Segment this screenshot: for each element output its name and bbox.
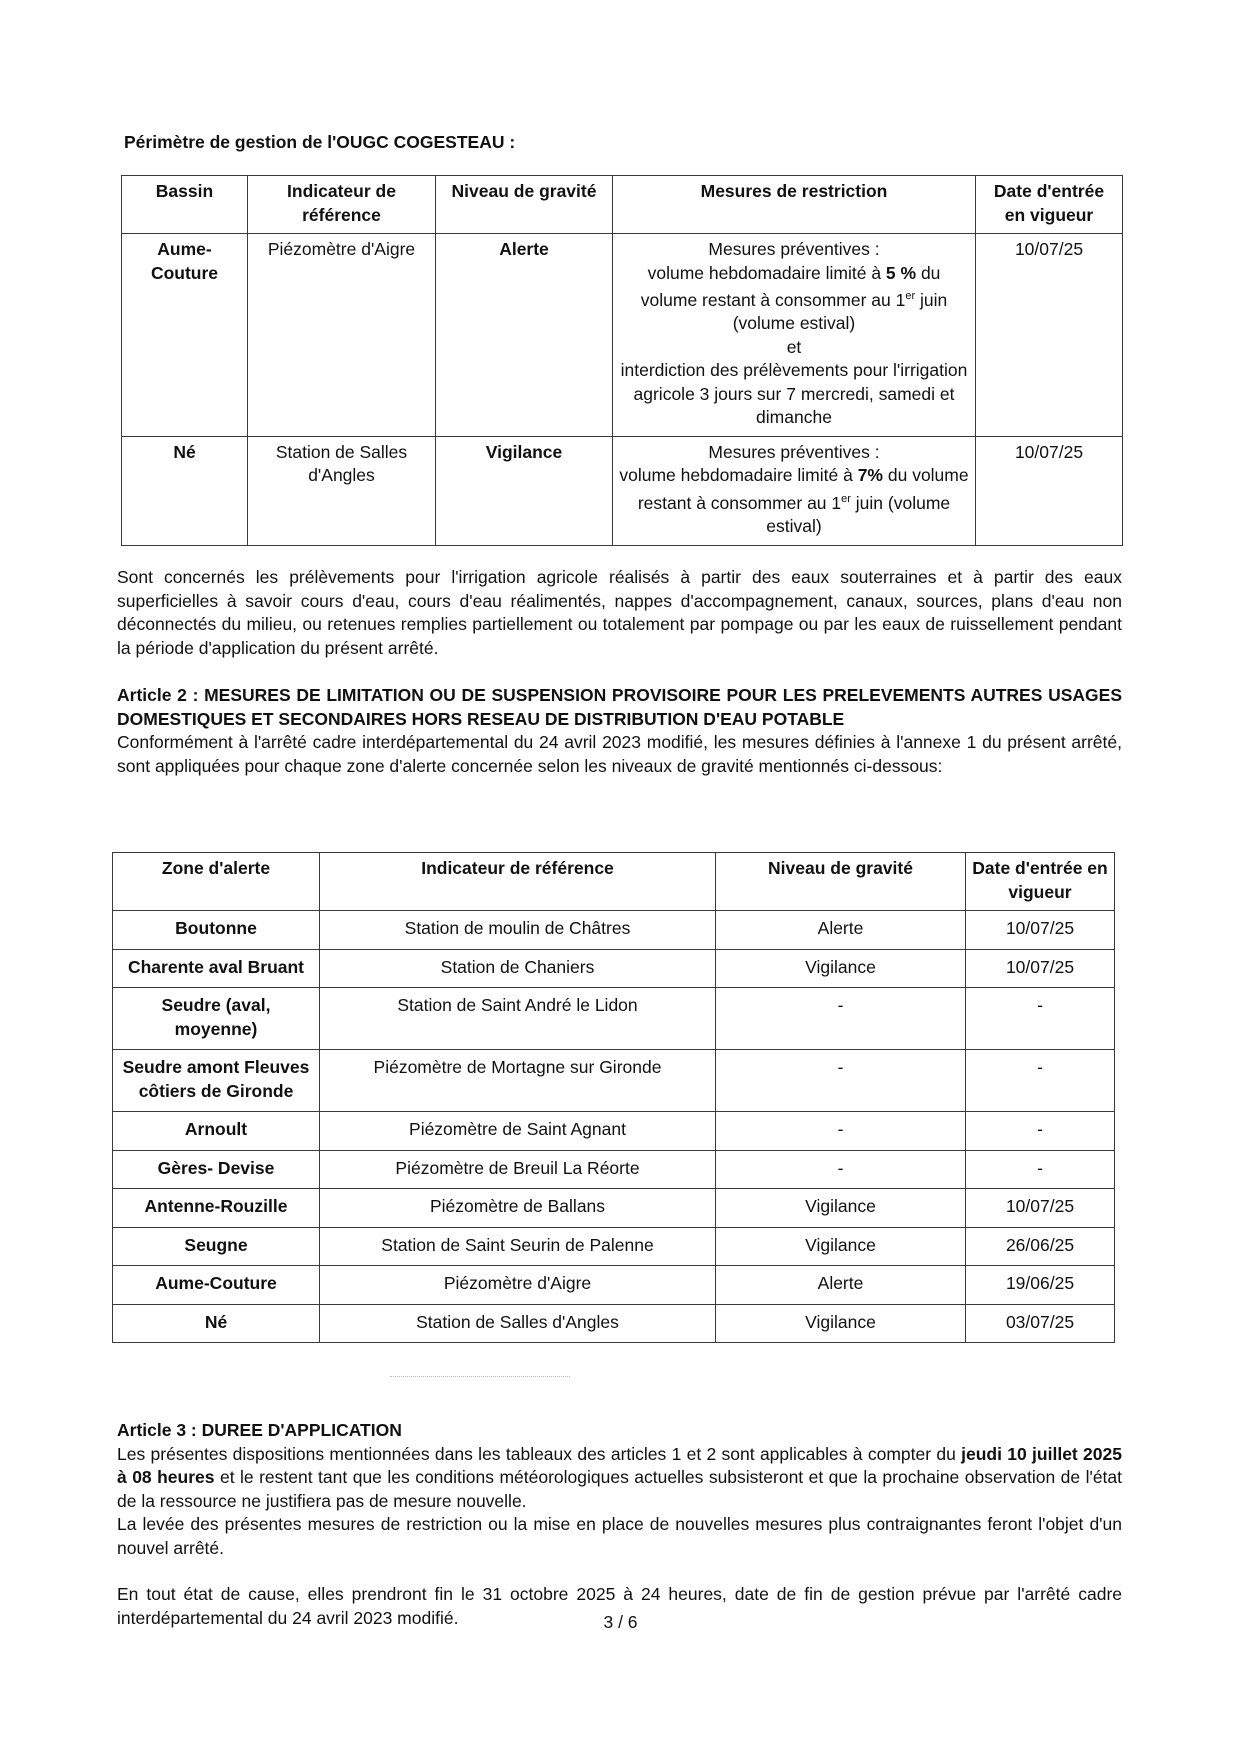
column-header: Date d'entrée en vigueur xyxy=(966,853,1115,911)
zone-cell: Seudre amont Fleuves côtiers de Gironde xyxy=(113,1050,320,1112)
table-row xyxy=(113,988,1115,1050)
zones-alerte-table xyxy=(112,852,1115,1343)
mesures-line: interdiction des prélèvements pour l'irrigation agricole 3 jours sur 7 mercredi, samedi et dimanche xyxy=(620,360,968,428)
column-header: Niveau de gravité xyxy=(436,176,613,234)
niveau-cell: Vigilance xyxy=(716,1189,966,1228)
mesures-text: du volume restant à consommer au 1 xyxy=(640,262,941,310)
article-3-p3: En tout état de cause, elles prendront fin le 31 octobre 2025 à 24 heures, date de fin de gestion prévue par l'arrêté cadre interdépartemental du 24 avril 2023 modifié. xyxy=(117,1584,1122,1628)
indicateur-cell: Station de moulin de Châtres xyxy=(320,911,716,950)
mesures-text: volume hebdomadaire limité à xyxy=(647,262,886,283)
mesures-line xyxy=(619,464,969,538)
table-header-row xyxy=(122,176,1123,234)
article-2-text: Conformément à l'arrêté cadre interdépartemental du 24 avril 2023 modifié, les mesures définies à l'annexe 1 du présent arrêté, sont appliquées pour chaque zone d'alerte concernée selon les niveaux de gravité mentionnés ci-dessous: xyxy=(117,732,1122,776)
mesures-text: du volume restant à consommer au 1 xyxy=(637,465,969,513)
date-cell: - xyxy=(966,1150,1115,1189)
date-cell: - xyxy=(966,1112,1115,1151)
article-3-text: et le restent tant que les conditions météorologiques actuelles subsisteront et que la prochaine observation de l'état de la ressource ne justifiera pas de mesure nouvelle. xyxy=(117,1467,1123,1511)
niveau-cell: Vigilance xyxy=(436,436,613,545)
niveau-cell: Vigilance xyxy=(716,1227,966,1266)
date-cell: 10/07/25 xyxy=(966,911,1115,950)
indicateur-cell: Piézomètre de Breuil La Réorte xyxy=(320,1150,716,1189)
table-row xyxy=(113,1304,1115,1343)
column-header: Bassin xyxy=(122,176,248,234)
spacer xyxy=(117,1560,1122,1583)
superscript: er xyxy=(841,492,851,505)
niveau-cell: Vigilance xyxy=(716,949,966,988)
zone-cell: Aume-Couture xyxy=(113,1266,320,1305)
column-header: Date d'entrée en vigueur xyxy=(976,176,1123,234)
zone-cell: Boutonne xyxy=(113,911,320,950)
scan-artifact xyxy=(390,1376,570,1381)
indicateur-cell: Piézomètre d'Aigre xyxy=(320,1266,716,1305)
zone-cell: Antenne-Rouzille xyxy=(113,1189,320,1228)
table-row xyxy=(113,1266,1115,1305)
article-3-p2: La levée des présentes mesures de restriction ou la mise en place de nouvelles mesures plus contraignantes feront l'objet d'un nouvel arrêté. xyxy=(117,1514,1122,1558)
page-number: 3 / 6 xyxy=(603,1612,638,1632)
article-3 xyxy=(117,1419,1122,1630)
mesures-text: juin (volume estival) xyxy=(732,289,948,334)
indicateur-cell: Station de Saint André le Lidon xyxy=(320,988,716,1050)
niveau-cell: Vigilance xyxy=(716,1304,966,1343)
bassin-cell: Aume-Couture xyxy=(122,234,248,437)
date-cell: 19/06/25 xyxy=(966,1266,1115,1305)
restriction-table-ougc xyxy=(121,175,1123,546)
table-row xyxy=(113,911,1115,950)
zones-alerte-body xyxy=(113,911,1115,1343)
niveau-cell: - xyxy=(716,988,966,1050)
mesures-percent: 7% xyxy=(857,465,883,486)
zone-cell: Seudre (aval, moyenne) xyxy=(113,988,320,1050)
superscript: er xyxy=(905,290,916,302)
table-header-row xyxy=(113,853,1115,911)
date-cell: 10/07/25 xyxy=(976,234,1123,437)
table-row xyxy=(113,1150,1115,1189)
column-header: Zone d'alerte xyxy=(113,853,320,911)
zone-cell: Gères- Devise xyxy=(113,1150,320,1189)
niveau-cell: - xyxy=(716,1112,966,1151)
niveau-cell: - xyxy=(716,1050,966,1112)
article-3-text: Les présentes dispositions mentionnées dans les tableaux des articles 1 et 2 sont applicables à compter du xyxy=(117,1443,962,1464)
mesures-percent: 5 % xyxy=(885,262,917,283)
mesures-cell xyxy=(613,436,976,545)
indicateur-cell: Piézomètre de Ballans xyxy=(320,1189,716,1228)
mesures-text: volume hebdomadaire limité à xyxy=(619,465,858,486)
table-row xyxy=(113,1050,1115,1112)
niveau-cell: Alerte xyxy=(436,234,613,437)
niveau-cell: - xyxy=(716,1150,966,1189)
bassin-cell: Né xyxy=(122,436,248,545)
indicateur-cell: Station de Salles d'Angles xyxy=(320,1304,716,1343)
column-header: Mesures de restriction xyxy=(613,176,976,234)
paragraph-prelevements: Sont concernés les prélèvements pour l'irrigation agricole réalisés à partir des eaux souterraines et à partir des eaux superficielles à savoir cours d'eau, cours d'eau réalimentés, nappes d'accompagnement, canaux, sources, plans d'eau non déconnectés du milieu, ou retenues remplies partiellement ou totalement par pompage ou par les eaux de ruissellement pendant la période d'application du présent arrêté. xyxy=(117,567,1122,658)
table-row xyxy=(113,1227,1115,1266)
zone-cell: Arnoult xyxy=(113,1112,320,1151)
indicateur-cell: Piézomètre d'Aigre xyxy=(248,234,436,437)
date-cell: 10/07/25 xyxy=(966,1189,1115,1228)
article-3-date-bold: jeudi 10 juillet 2025 à 08 heures xyxy=(117,1443,1122,1487)
zone-cell: Né xyxy=(113,1304,320,1343)
mesures-line: et xyxy=(786,336,802,357)
column-header: Indicateur de référence xyxy=(248,176,436,234)
indicateur-cell: Station de Chaniers xyxy=(320,949,716,988)
table-row xyxy=(113,1189,1115,1228)
mesures-line: Mesures préventives : xyxy=(708,239,880,259)
date-cell: 10/07/25 xyxy=(976,436,1123,545)
date-cell: 26/06/25 xyxy=(966,1227,1115,1266)
mesures-text: juin (volume estival) xyxy=(766,492,951,537)
mesures-line xyxy=(619,262,969,336)
date-cell: - xyxy=(966,988,1115,1050)
column-header: Niveau de gravité xyxy=(716,853,966,911)
zone-cell: Charente aval Bruant xyxy=(113,949,320,988)
article-2 xyxy=(117,684,1122,778)
date-cell: 03/07/25 xyxy=(966,1304,1115,1343)
mesures-line: Mesures préventives : xyxy=(708,441,880,462)
article-3-p1 xyxy=(117,1443,1122,1514)
table-row xyxy=(122,234,1123,437)
zone-cell: Seugne xyxy=(113,1227,320,1266)
article-2-title: Article 2 : MESURES DE LIMITATION OU DE SUSPENSION PROVISOIRE POUR LES PRELEVEMENTS AUTRES USAGES DOMESTIQUES ET SECONDAIRES HORS RESEAU DE DISTRIBUTION D'EAU POTABLE xyxy=(117,685,1122,729)
indicateur-cell: Station de Salles d'Angles xyxy=(248,436,436,545)
section-heading-ougc: Périmètre de gestion de l'OUGC COGESTEAU : xyxy=(124,132,516,152)
date-cell: - xyxy=(966,1050,1115,1112)
indicateur-cell: Station de Saint Seurin de Palenne xyxy=(320,1227,716,1266)
date-cell: 10/07/25 xyxy=(966,949,1115,988)
article-3-title: Article 3 : DUREE D'APPLICATION xyxy=(117,1420,402,1440)
table-row xyxy=(113,949,1115,988)
indicateur-cell: Piézomètre de Saint Agnant xyxy=(320,1112,716,1151)
table-row xyxy=(122,436,1123,545)
column-header: Indicateur de référence xyxy=(320,853,716,911)
niveau-cell: Alerte xyxy=(716,1266,966,1305)
table-row xyxy=(113,1112,1115,1151)
mesures-cell xyxy=(613,234,976,437)
indicateur-cell: Piézomètre de Mortagne sur Gironde xyxy=(320,1050,716,1112)
niveau-cell: Alerte xyxy=(716,911,966,950)
